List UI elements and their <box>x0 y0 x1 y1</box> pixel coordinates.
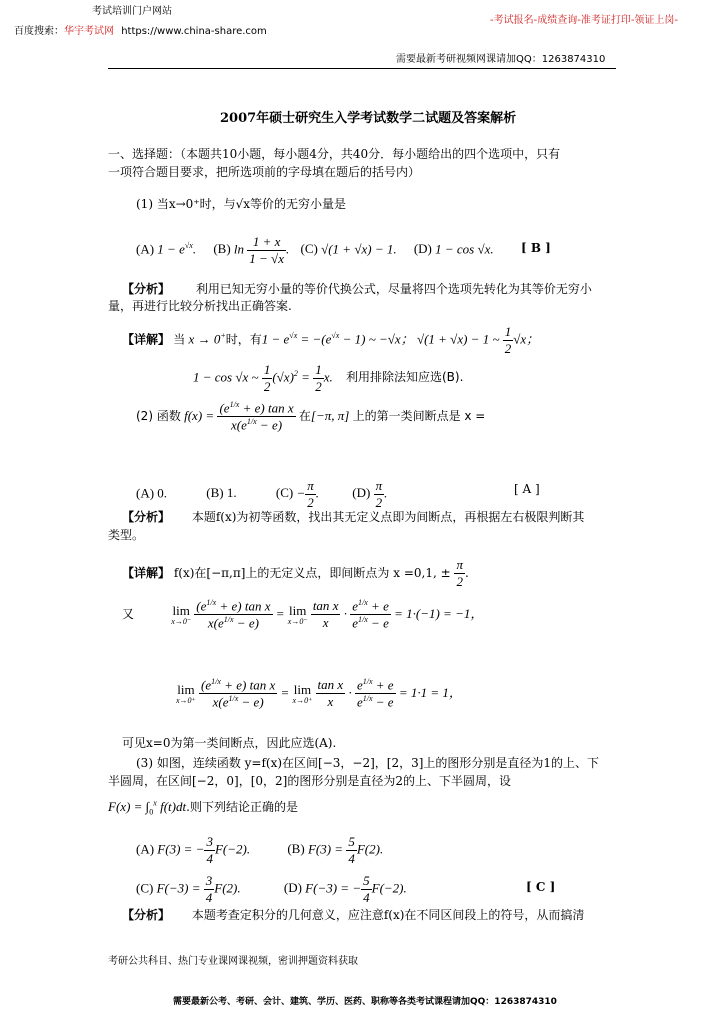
search-keyword-link[interactable]: 华宇考试网 <box>64 26 114 37</box>
q1-analysis-cont: 量，再进行比较分析找出正确答案. <box>108 299 292 313</box>
section-heading-cont: 一项符合题目要求，把所选项前的字母填在题后的括号内） <box>108 165 421 179</box>
q2-label: (2) 函数 <box>136 408 181 423</box>
q2-analysis-label: 【分析】 <box>122 510 171 524</box>
q2-limit-left: 又 lim x→0⁻ $\frac{(e^{1/x} + e) \tan x}{x(e^{1/x} - e)}$ = lim x→0⁻ $\frac{\text{tan x}}{x}$ · $\frac{e^{1/x} + e}{e^{1/x} - e}$ = 1·(−1) = −1， <box>122 598 484 631</box>
q1-detail-line2: 1 − cos √x ~ $\frac{1}{2}$ $(√x)^2$ = $\frac{1}{2}$ x. 利用排除法知应选(B). <box>193 362 464 394</box>
site-title: 考试培训门户网站 <box>92 6 172 17</box>
search-hint <box>14 22 267 37</box>
header-links[interactable]: -考试报名-成绩查询-准考证打印-领证上岗- <box>490 15 679 26</box>
q2-opt-b: (B) 1. <box>206 485 237 501</box>
site-url[interactable]: https://www.china-share.com <box>121 26 267 37</box>
q2-opt-c: (C) <box>275 485 294 501</box>
q2-stem: (2) 函数 f(x) = $\frac{(e^{1/x} + e) \tan x}{x(e^{1/x} - e)}$ 在[−π, π] 上的第一类间断点是 x = <box>136 400 486 433</box>
q2-options: (A) 0. (B) 1. (C) − $\frac{\pi}{2}$ . (D) $\frac{\pi}{2}$ . <box>136 478 388 510</box>
q1-detail-line1: 【详解】 当 x → 0+时，有$1 - e^{√x} = -(e^{√x} - 1)$ ~ −√x； √(1 + √x) − 1 ~ $\frac{1}{2}$ √x； <box>122 324 540 356</box>
q2-detail-text: f(x)在[−π,π]上的无定义点，即间断点为 x =0,1, ± <box>173 566 451 580</box>
q2-detail: 【详解】 f(x)在[−π,π]上的无定义点，即间断点为 x =0,1, ± $\frac{\pi}{2}$ . <box>122 557 469 589</box>
section-heading: 一、选择题：（本题共10小题，每小题4分，共40分．每小题给出的四个选项中，只有 <box>108 147 561 161</box>
q2-analysis <box>122 509 584 525</box>
q3-options-ab: (A) F(3) = − $\frac{3}{4}$ F(−2). (B) F(3) = $\frac{5}{4}$ F(2). <box>136 834 384 866</box>
q1-detail-tail: 利用排除法知应选(B). <box>345 370 464 385</box>
q3-answer: [ C ] <box>526 880 556 894</box>
q3-stem3: .则下列结论正确的是 <box>186 800 298 814</box>
footer-line1: 考研公共科目、热门专业课网课视频，密训押题资料获取 <box>108 956 358 967</box>
q2-analysis-cont: 类型。 <box>108 528 145 542</box>
q3-stem: (3) 如图，连续函数 y=f(x)在区间[−3，−2]，[2，3]上的图形分别是直径为1的上、下 <box>136 756 600 770</box>
header-rule <box>108 68 616 69</box>
q1-analysis <box>122 281 592 297</box>
q1-analysis-label: 【分析】 <box>122 282 171 296</box>
q1-answer: [ B ] <box>521 241 551 255</box>
q1-analysis-text: 利用已知无穷小量的等价代换公式，尽量将四个选项先转化为其等价无穷小 <box>195 282 592 296</box>
q3-analysis <box>122 907 584 923</box>
qq-notice: 需要最新考研视频网课请加QQ：1263874310 <box>396 54 606 65</box>
q2-also: 又 <box>122 606 135 621</box>
q1-stem: (1) 当x→0⁺时，与√x等价的无穷小量是 <box>136 197 347 211</box>
q1-detail-label: 【详解】 <box>122 332 171 347</box>
q3-analysis-text: 本题考查定积分的几何意义，应注意f(x)在不同区间段上的符号，从而搞清 <box>191 908 585 922</box>
q1-options: (A) $1 - e^{√x}$. (B) ln $\frac{1 + x}{1 - √x}$ . (C) √(1 + √x) − 1. (D) 1 − cos √x. <box>136 234 494 266</box>
search-prefix: 百度搜索： <box>14 26 64 37</box>
doc-title: 2007年硕士研究生入学考试数学二试题及答案解析 <box>220 111 517 126</box>
footer-line2: 需要最新公考、考研、会计、建筑、学历、医药、职称等各类考试课程请加QQ：1263874310 <box>173 997 557 1007</box>
q3-def: $F(x) = \int_0^x$ f(t)dt.则下列结论正确的是 <box>108 798 298 817</box>
q3-stem2: 半圆周，在区间[−2，0]，[0，2]的图形分别是直径为2的上、下半圆周，设 <box>108 774 511 788</box>
q2-opt-d: (D) <box>352 485 371 501</box>
q2-detail-label: 【详解】 <box>122 566 171 580</box>
q3-options-cd: (C) F(−3) = $\frac{3}{4}$ F(2). (D) F(−3) = − $\frac{5}{4}$ F(−2). <box>136 873 407 905</box>
q2-opt-a: (A) 0. <box>136 485 168 501</box>
q2-tail: 上的第一类间断点是 x = <box>352 408 486 423</box>
q3-analysis-label: 【分析】 <box>122 908 171 922</box>
q2-answer: [ A ] <box>514 482 540 496</box>
q2-analysis-text: 本题f(x)为初等函数，找出其无定义点即为间断点，再根据左右极限判断其 <box>191 510 585 524</box>
q2-conclusion: 可见x=0为第一类间断点，因此应选(A). <box>122 736 337 750</box>
q2-limit-right: lim x→0⁺ $\frac{(e^{1/x} + e) \tan x}{x(e^{1/x} - e)}$ = lim x→0⁺ $\frac{\text{tan x}}{x}$ · $\frac{e^{1/x} + e}{e^{1/x} - e}$ = 1·1 = 1， <box>176 677 462 710</box>
